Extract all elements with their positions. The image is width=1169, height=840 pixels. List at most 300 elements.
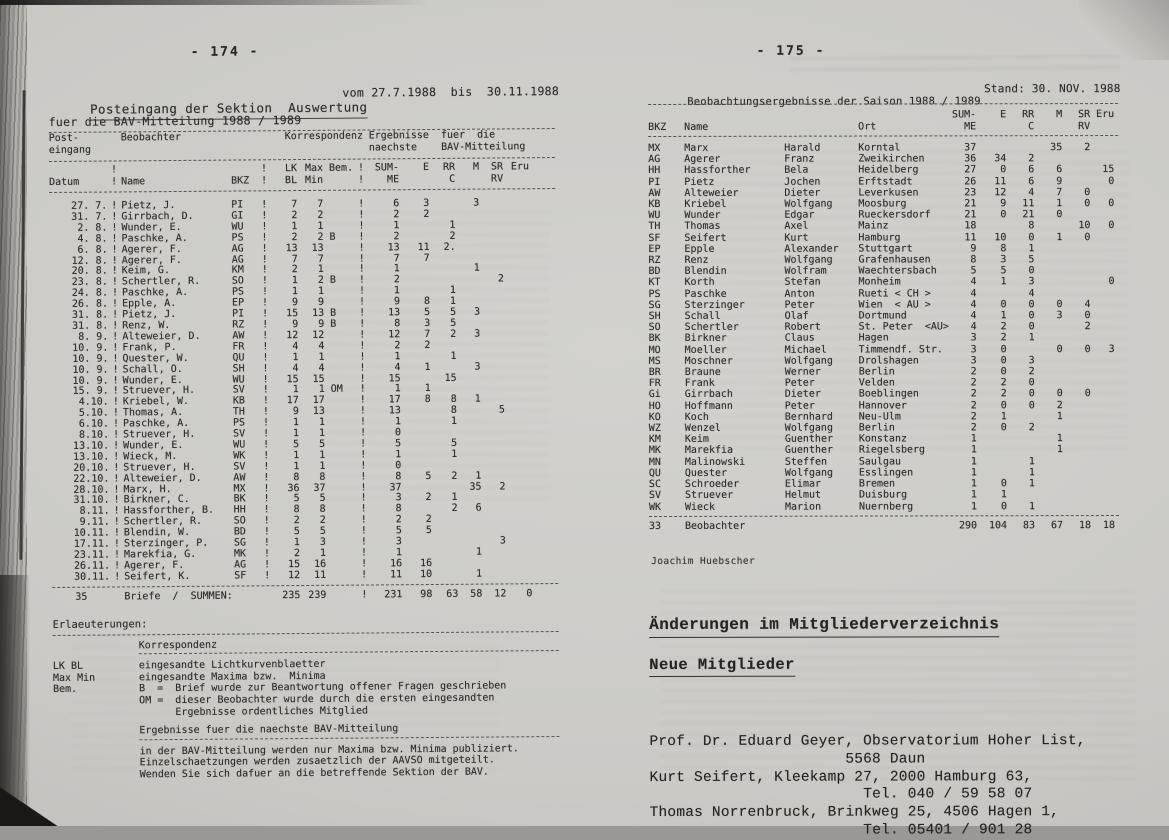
cell-sr-rv: 0 bbox=[1084, 198, 1091, 210]
cell-rr-c: 2 bbox=[451, 503, 458, 515]
cell-m: 1 bbox=[1056, 444, 1063, 456]
table-row bbox=[649, 411, 1119, 423]
cell-e: 1 bbox=[1000, 310, 1007, 322]
cell-lk-bl: 9 bbox=[291, 297, 299, 309]
cell-m bbox=[1035, 366, 1063, 377]
cell-name: Marx, H. bbox=[123, 483, 172, 495]
cell-bkz: TH bbox=[648, 221, 661, 233]
cell-rr-c: 4 bbox=[1028, 187, 1035, 199]
cell-bkz: GI bbox=[231, 210, 244, 222]
cell-eru bbox=[505, 373, 531, 384]
cell-lk-bl: 1 bbox=[291, 275, 298, 287]
cell-sr-rv: 0 bbox=[1084, 310, 1091, 322]
cell-name: Girrbach, D. bbox=[121, 210, 194, 223]
cell-sr-rv: 0 bbox=[1084, 388, 1091, 400]
table-row bbox=[649, 366, 1119, 378]
cell-rr-c bbox=[430, 264, 456, 275]
cell-m bbox=[455, 220, 479, 231]
cell-rr-c: 5 bbox=[450, 317, 457, 329]
cell-sr-rv: 5 bbox=[498, 404, 505, 416]
cell-max-min: 1 bbox=[318, 351, 325, 363]
cell-ort: Monheim bbox=[858, 276, 901, 288]
cell-m: 0 bbox=[1056, 388, 1063, 400]
cell-sum-me: 37 bbox=[389, 481, 402, 493]
cell-sr-rv bbox=[481, 460, 505, 471]
letter-count: 35 bbox=[75, 591, 88, 603]
cell-m: 0 bbox=[1056, 343, 1063, 355]
cell-max-min: 13 bbox=[312, 307, 325, 319]
table-row: 6. 8. ! Agerer, F. AG ! 13 13 ! 13 11 2. bbox=[50, 242, 556, 257]
cell-sum-me: 1 bbox=[970, 444, 977, 456]
cell-eru bbox=[1090, 243, 1114, 254]
cell-sum-me: 6 bbox=[393, 198, 400, 210]
cell-eru bbox=[1091, 400, 1115, 411]
cell-sum-me: 9 bbox=[970, 243, 977, 255]
cell-max-min: 1 bbox=[317, 286, 324, 298]
cell-ort: Boeblingen bbox=[858, 388, 919, 401]
cell-lk-bl: 9 bbox=[292, 406, 299, 418]
cell-e: 0 bbox=[1000, 209, 1007, 221]
cell-m: 3 bbox=[1056, 310, 1063, 322]
cell-name: Wieck, M. bbox=[123, 450, 178, 463]
cell-lk-bl: 8 bbox=[293, 504, 300, 516]
cell-firstname: Marion bbox=[784, 501, 822, 513]
cell-lk-bl: 13 bbox=[285, 242, 298, 254]
cell-name: Paschke, A. bbox=[121, 232, 188, 245]
table-row bbox=[649, 344, 1119, 356]
cell-sr-rv: 2 bbox=[1084, 321, 1091, 333]
cell-bkz: PI bbox=[231, 199, 244, 211]
table-row: 27. 7. ! Pietz, J. PI ! 7 7 ! 6 3 3 bbox=[49, 198, 555, 213]
cell-firstname: Peter bbox=[784, 377, 815, 389]
cell-e bbox=[977, 288, 1007, 299]
cell-rr-c: 0 bbox=[1028, 321, 1035, 333]
cell-m: 1 bbox=[1056, 198, 1063, 210]
cell-sum-me: 1 bbox=[970, 467, 977, 479]
table-row bbox=[648, 276, 1118, 288]
cell-sum-me: 2 bbox=[393, 230, 400, 243]
table-row: 8.11. ! Hassforther, B. HH ! 8 8 ! 8 2 6 bbox=[52, 503, 558, 518]
definition-term: Max Min bbox=[52, 672, 96, 684]
cell-datum: 15. 9. bbox=[72, 385, 109, 398]
cell-sum-me: 17 bbox=[388, 394, 401, 406]
cell-e: 5 bbox=[424, 307, 431, 319]
cell-sr-rv bbox=[481, 417, 505, 428]
cell-bkz: QU bbox=[232, 352, 245, 364]
cell-rr-c: 1 bbox=[451, 492, 458, 504]
cell-m bbox=[1035, 355, 1063, 366]
cell-name: Pietz, J. bbox=[121, 200, 176, 212]
cell-sum-me: 18 bbox=[964, 220, 977, 232]
signature: Joachim Huebscher bbox=[651, 555, 756, 567]
cell-m: 1 bbox=[476, 568, 483, 580]
cell-surname: Braune bbox=[684, 366, 721, 378]
results-title: Beobachtungsergebnisse der Saison 1988 / 1989 bbox=[687, 95, 981, 108]
cell-e: 0 bbox=[1000, 343, 1007, 355]
cell-bkz: WU bbox=[233, 439, 246, 451]
cell-firstname: Guenther bbox=[784, 445, 834, 457]
cell-m bbox=[1035, 478, 1063, 489]
cell-bem bbox=[326, 516, 356, 527]
table-row: 24. 8. ! Paschke, A. PS ! 1 1 ! 1 1 bbox=[50, 285, 556, 300]
cell-eru bbox=[505, 449, 531, 460]
cell-sr-rv bbox=[481, 438, 505, 449]
cell-eru bbox=[504, 351, 530, 362]
cell-sr-rv: 0 bbox=[1084, 343, 1091, 355]
cell-datum: 4.10. bbox=[72, 396, 109, 409]
cell-datum: 23. 8. bbox=[71, 276, 108, 289]
cell-eru bbox=[1091, 411, 1115, 422]
cell-max-min: 17 bbox=[312, 395, 325, 407]
cell-bkz: PS bbox=[232, 417, 246, 429]
member-line: Tel. 05401 / 901 28 bbox=[649, 821, 1033, 839]
cell-surname: Seifert bbox=[684, 232, 727, 244]
cell-surname: Schroeder bbox=[684, 478, 740, 491]
cell-ort: Waechtersbach bbox=[858, 265, 937, 277]
cell-surname: Pietz bbox=[684, 176, 715, 188]
cell-sr-rv: 10 bbox=[1078, 220, 1091, 232]
cell-bkz: RZ bbox=[648, 255, 661, 267]
cell-m: 1 bbox=[1056, 411, 1063, 423]
cell-max-min: 13 bbox=[311, 242, 324, 254]
cell-e bbox=[400, 275, 430, 286]
cell-bem bbox=[324, 341, 354, 352]
cell-ort: Konstanz bbox=[858, 433, 908, 445]
cell-bem bbox=[324, 287, 354, 298]
cell-bkz: EP bbox=[231, 297, 245, 309]
cell-name: Frank, P. bbox=[122, 341, 177, 354]
cell-rr-c: 1 bbox=[1028, 500, 1035, 512]
cell-rr-c: 1 bbox=[449, 295, 457, 308]
table-row bbox=[648, 198, 1118, 210]
cell-surname: Quester bbox=[684, 467, 728, 479]
corner-artifact bbox=[1079, 0, 1169, 60]
note-line: Wenden Sie sich dafuer an die betreffende Sektion der BAV. bbox=[139, 766, 489, 781]
cell-sum-me: 1 bbox=[970, 433, 977, 445]
cell-sr-rv bbox=[1062, 277, 1090, 288]
cell-eru bbox=[504, 318, 530, 329]
cell-max-min: 1 bbox=[319, 547, 327, 559]
definition-text: eingesandte Lichtkurvenblaetter bbox=[138, 659, 326, 672]
cell-firstname: Helmut bbox=[784, 489, 822, 502]
cell-bkz: AW bbox=[233, 472, 246, 484]
cell-rr-c: 21 bbox=[1022, 209, 1035, 221]
table-row bbox=[649, 456, 1119, 468]
definition-text: eingesandte Maxima bzw. Minima bbox=[138, 670, 326, 684]
cell-m bbox=[1035, 377, 1063, 388]
cell-sum-me: 8 bbox=[395, 503, 402, 515]
results-table-body bbox=[648, 142, 1119, 513]
cell-eru bbox=[505, 460, 531, 471]
table-row: 13.10. ! Wunder, E. WU ! 5 5 ! 5 5 bbox=[51, 438, 557, 453]
table-row bbox=[649, 388, 1119, 400]
cell-lk-bl: 2 bbox=[291, 231, 298, 243]
cell-lk-bl: 15 bbox=[286, 373, 299, 385]
cell-ort: Nuernberg bbox=[858, 500, 914, 513]
cell-sr-rv bbox=[1063, 366, 1091, 377]
cell-bem bbox=[325, 396, 355, 407]
cell-sum-me: 1 bbox=[395, 547, 403, 559]
table-row: 22.10. ! Alteweier, D. AW ! 8 8 ! 8 5 2 1 bbox=[51, 471, 557, 486]
cell-bkz: MK bbox=[233, 548, 247, 560]
cell-lk-bl: 9 bbox=[292, 319, 299, 331]
date-range: vom 27.7.1988 bis 30.11.1988 bbox=[342, 83, 560, 100]
cell-surname: Wunder bbox=[684, 210, 721, 222]
cell-lk-bl: 1 bbox=[292, 417, 300, 429]
cell-sum-me: 12 bbox=[388, 329, 401, 341]
section-title: Posteingang der Sektion Auswertung bbox=[90, 99, 368, 120]
cell-ort: Bremen bbox=[858, 478, 896, 490]
cell-m bbox=[1035, 422, 1063, 433]
table-row: 26.11. ! Agerer, F. AG ! 15 16 ! 16 16 bbox=[52, 558, 558, 573]
cell-m: 1 bbox=[1056, 231, 1063, 243]
cell-rr-c: 8 bbox=[450, 405, 457, 417]
cell-eru bbox=[1091, 377, 1115, 388]
cell-eru bbox=[1090, 142, 1114, 153]
totals-row: 33 Beobachter 290 104 83 67 18 18 bbox=[648, 519, 1116, 532]
cell-e: 0 bbox=[1000, 366, 1007, 378]
summary-row: 35 Briefe / SUMMEN: 235 239 ! 231 98 63 58 12 0 bbox=[52, 588, 558, 604]
cell-bkz: PI bbox=[648, 176, 661, 188]
cell-sr-rv bbox=[479, 209, 503, 220]
cell-sum-me: 2 bbox=[395, 514, 402, 526]
cell-e: 11 bbox=[994, 175, 1007, 187]
cell-e: 1 bbox=[1000, 489, 1007, 501]
cell-rr-c bbox=[1007, 445, 1035, 456]
cell-bem: OM bbox=[330, 384, 343, 396]
cell-ort: Zweikirchen bbox=[858, 153, 925, 165]
cell-e: 3 bbox=[1000, 254, 1007, 266]
cell-rr-c: 6 bbox=[1028, 175, 1035, 187]
cell-e: 2 bbox=[1000, 332, 1007, 344]
cell-sum-me: 2 bbox=[970, 388, 977, 400]
cell-bem bbox=[324, 352, 354, 363]
cell-datum: 30.11. bbox=[74, 571, 111, 583]
table-row bbox=[649, 422, 1119, 434]
cell-rr-c: 0 bbox=[1028, 310, 1035, 322]
table-row: 26. 8. ! Epple, A. EP ! 9 9 ! 9 8 1 bbox=[50, 296, 556, 311]
cell-sum-me: 8 bbox=[394, 318, 401, 330]
cell-eru bbox=[505, 416, 531, 427]
cell-firstname: Anton bbox=[784, 288, 815, 300]
cell-ort: Wien < AU > bbox=[858, 299, 931, 311]
page-number: - 175 - bbox=[756, 43, 826, 59]
cell-bkz: AG bbox=[231, 243, 244, 255]
cell-bkz: SV bbox=[233, 428, 246, 440]
cell-datum: 31. 8. bbox=[71, 309, 109, 321]
cell-bem bbox=[324, 265, 354, 276]
cell-eru bbox=[505, 471, 531, 482]
cell-rr-c: 2 bbox=[451, 470, 458, 482]
cell-e: 12 bbox=[994, 187, 1007, 199]
cell-surname: Epple bbox=[684, 243, 715, 255]
cell-bem bbox=[325, 407, 355, 418]
cell-bem bbox=[325, 461, 355, 472]
cell-surname: Birkner bbox=[684, 333, 727, 345]
cell-m bbox=[457, 373, 481, 384]
cell-datum: 22.10. bbox=[73, 473, 110, 485]
cell-eru bbox=[1091, 433, 1115, 444]
cell-sr-rv bbox=[479, 231, 503, 242]
cell-bkz: KM bbox=[648, 434, 661, 446]
cell-ort: Heidelberg bbox=[858, 164, 919, 176]
cell-max-min: 5 bbox=[319, 438, 326, 450]
cell-lk-bl: 2 bbox=[293, 515, 300, 527]
cell-surname: Sterzinger bbox=[684, 299, 745, 311]
ergebnisse-heading: Ergebnisse fuer die naechste BAV-Mitteilung bbox=[139, 723, 399, 737]
cell-datum: 6.10. bbox=[72, 418, 110, 430]
table-row bbox=[649, 501, 1119, 513]
cell-firstname: Dieter bbox=[784, 389, 821, 401]
notes-rule bbox=[53, 631, 559, 636]
cell-datum: 31. 7. bbox=[71, 211, 108, 223]
cell-e: 2 bbox=[1000, 321, 1007, 333]
cell-sum-me: 2 bbox=[970, 399, 977, 411]
corner-artifact bbox=[0, 778, 78, 826]
cell-sr-rv bbox=[1063, 333, 1091, 344]
cell-rr-c: 8 bbox=[450, 394, 457, 406]
cell-m bbox=[1035, 456, 1063, 467]
cell-bkz: BK bbox=[648, 333, 661, 345]
cell-e: 0 bbox=[1000, 500, 1007, 512]
cell-ort: Timmendf. Str. bbox=[858, 344, 943, 356]
cell-bkz: MX bbox=[648, 142, 661, 154]
table-row bbox=[648, 220, 1118, 232]
cell-eru bbox=[504, 329, 530, 340]
cell-name: Marekfia, G. bbox=[123, 548, 197, 561]
cell-sum-me: 1 bbox=[970, 489, 977, 501]
cell-lk-bl: 15 bbox=[288, 558, 301, 571]
cell-firstname: Wolfgang bbox=[784, 422, 833, 434]
cell-sr-rv bbox=[479, 220, 503, 231]
cell-rr-c: 3 bbox=[1028, 355, 1035, 367]
cell-max-min: 1 bbox=[317, 264, 324, 276]
cell-datum: 10. 9. bbox=[72, 353, 109, 365]
cell-ort: Hamburg bbox=[858, 232, 901, 244]
cell-bem bbox=[325, 429, 355, 440]
notes-heading: Erlaeuterungen: bbox=[52, 618, 148, 631]
cell-surname: Marx bbox=[684, 142, 709, 154]
cell-name: Struever, H. bbox=[123, 461, 196, 474]
table-header: BKZ Name Ort ME C RV bbox=[648, 120, 1091, 133]
cell-sum-me: 1 bbox=[970, 500, 977, 512]
cell-datum: 8.11. bbox=[73, 505, 110, 518]
cell-sum-me: 1 bbox=[393, 285, 400, 297]
cell-ort: Saulgau bbox=[858, 456, 902, 468]
cell-lk-bl: 1 bbox=[292, 428, 300, 440]
table-row: 10. 9. ! Frank, P. FR ! 4 4 ! 2 2 bbox=[50, 340, 556, 355]
cell-sr-rv bbox=[1063, 433, 1091, 444]
cell-bem: B bbox=[330, 318, 337, 330]
cell-bem bbox=[323, 211, 353, 222]
cell-sr-rv bbox=[1062, 254, 1090, 265]
cell-bkz: WU bbox=[231, 221, 244, 233]
cell-e: 0 bbox=[1000, 399, 1007, 411]
cell-ort: Stuttgart bbox=[858, 243, 913, 255]
cell-bem: B bbox=[329, 275, 336, 287]
cell-eru bbox=[506, 525, 532, 536]
cell-ort: Grafenhausen bbox=[858, 254, 931, 266]
cell-sum-me: 13 bbox=[388, 307, 401, 319]
cell-sr-rv bbox=[481, 449, 505, 460]
cell-sum-me: 5 bbox=[395, 525, 402, 537]
cell-m: 0 bbox=[1056, 209, 1063, 221]
cell-firstname: Wolfgang bbox=[784, 254, 833, 266]
table-group-header: eingang naechste BAV-Mitteilung bbox=[48, 140, 526, 156]
cell-bem: B bbox=[330, 307, 337, 319]
cell-name: Schertler, R. bbox=[123, 516, 203, 528]
cell-e bbox=[401, 428, 431, 439]
table-row: 8. 9. ! Alteweier, D. AW ! 12 12 ! 12 7 2 3 bbox=[50, 329, 556, 344]
cell-e: 2 bbox=[425, 514, 432, 526]
table-row: 31. 7. ! Girrbach, D. GI ! 2 2 ! 2 2 bbox=[49, 209, 555, 224]
table-rule bbox=[648, 135, 1118, 137]
cell-m bbox=[457, 406, 481, 417]
cell-sr-rv bbox=[1062, 164, 1090, 175]
cell-m: 6 bbox=[1056, 164, 1063, 176]
cell-bkz: SF bbox=[648, 232, 661, 244]
cell-sum-me: 23 bbox=[964, 187, 977, 199]
posteingang-table-body bbox=[49, 198, 558, 584]
cell-firstname: Stefan bbox=[784, 277, 821, 289]
table-row: 17.11. ! Sterzinger, P. SG ! 1 3 ! 3 3 bbox=[52, 536, 558, 551]
table-row: 28.10. ! Marx, H. MX ! 36 37 ! 37 35 2 bbox=[51, 482, 557, 497]
cell-lk-bl: 7 bbox=[291, 253, 298, 265]
cell-sr-rv bbox=[1062, 209, 1090, 220]
cell-rr-c bbox=[432, 526, 458, 537]
cell-max-min: 5 bbox=[319, 493, 326, 505]
cell-bkz: TH bbox=[232, 406, 245, 418]
cell-m bbox=[457, 439, 481, 450]
cell-rr-c: 0 bbox=[1028, 388, 1035, 400]
cell-max-min: 7 bbox=[317, 198, 324, 210]
cell-sum-me: 2 bbox=[394, 340, 401, 352]
cell-ort: Erftstadt bbox=[858, 176, 913, 188]
cell-max-min: 5 bbox=[319, 526, 326, 538]
table-row: 20.10. ! Struever, H. SV ! 1 1 ! 0 bbox=[51, 460, 557, 475]
cell-name: Thomas, A. bbox=[122, 407, 184, 419]
cell-rr-c: 1 bbox=[450, 350, 457, 362]
cell-eru bbox=[504, 340, 530, 351]
cell-firstname: Franz bbox=[784, 153, 815, 165]
cell-surname: Thomas bbox=[684, 221, 721, 233]
cell-sr-rv bbox=[1063, 355, 1091, 366]
member-line: Prof. Dr. Eduard Geyer, Observatorium Hoher List, bbox=[649, 733, 1086, 751]
cell-name: Paschke, A. bbox=[122, 418, 190, 430]
cell-rr-c bbox=[1007, 489, 1035, 500]
cell-eru bbox=[504, 275, 530, 286]
cell-name: Struever, H. bbox=[122, 385, 196, 397]
cell-bkz: WZ bbox=[648, 423, 661, 435]
cell-rr-c bbox=[432, 559, 458, 570]
cell-lk-bl: 36 bbox=[287, 482, 300, 494]
table-row bbox=[648, 142, 1118, 154]
cell-firstname: Wolfgang bbox=[784, 198, 833, 210]
cell-ort: Berlin bbox=[858, 422, 895, 434]
cell-m bbox=[1035, 288, 1063, 299]
cell-surname: Renz bbox=[684, 254, 709, 266]
cell-bem bbox=[325, 418, 355, 429]
cell-sum-me: 27 bbox=[964, 164, 977, 176]
cell-firstname: Elimar bbox=[784, 478, 822, 490]
table-row: 31. 8. ! Renz, W. RZ ! 9 9 B ! 8 3 5 bbox=[50, 318, 556, 333]
cell-datum: 8. 9. bbox=[72, 331, 109, 343]
definition-text: Ergebnisse ordentliches Mitglied bbox=[139, 705, 369, 718]
cell-bem bbox=[325, 440, 355, 451]
cell-datum: 2. 8. bbox=[71, 222, 108, 234]
cell-name: Keim, G. bbox=[121, 265, 171, 277]
cell-e: 8 bbox=[423, 296, 431, 308]
